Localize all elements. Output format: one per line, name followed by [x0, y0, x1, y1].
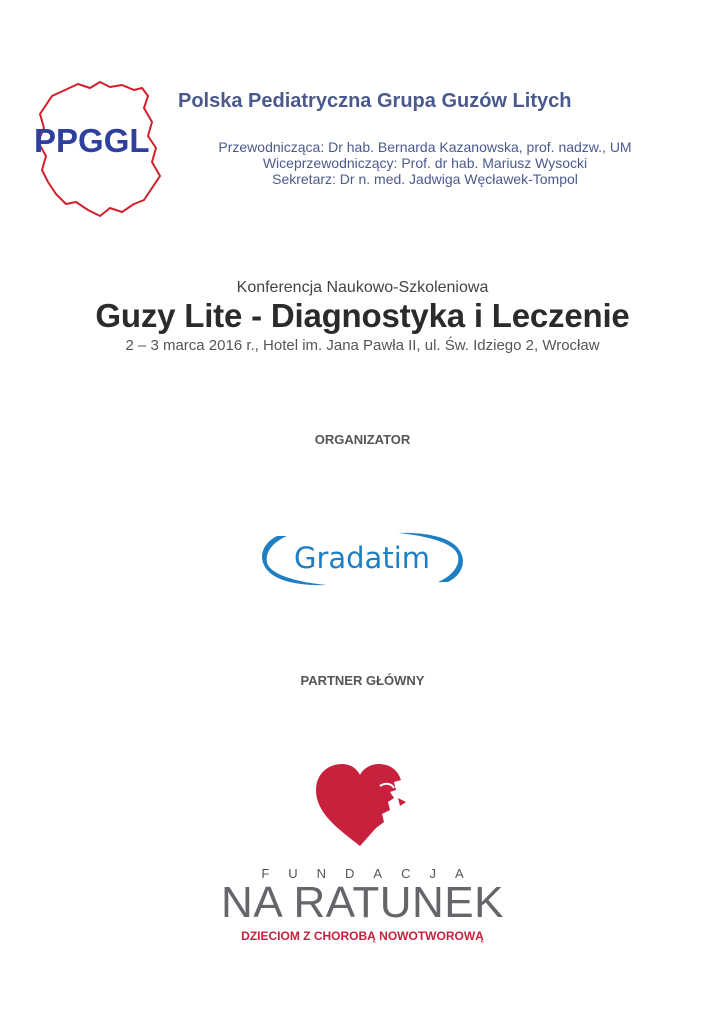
officer-chair: Przewodnicząca: Dr hab. Bernarda Kazanowska, prof. nadzw., UM [218, 139, 632, 155]
officer-secretary: Sekretarz: Dr n. med. Jadwiga Węcławek-Tompol [272, 171, 578, 187]
gradatim-logo [255, 530, 470, 588]
ppggl-logo-text: PPGGL [34, 122, 150, 159]
conference-title: Guzy Lite - Diagnostyka i Leczenie [95, 297, 630, 334]
heart-icon [316, 764, 401, 846]
ppggl-logo [30, 78, 165, 223]
conference-type: Konferencja Naukowo-Szkoleniowa [236, 279, 489, 296]
partner-label: PARTNER GŁÓWNY [300, 673, 425, 688]
officer-vice-chair: Wiceprzewodniczący: Prof. dr hab. Mariusz Wysocki [262, 155, 588, 171]
poland-map-outline [30, 78, 165, 223]
organizer-label: ORGANIZATOR [314, 432, 411, 447]
heart-face-logo [310, 762, 410, 850]
foundation-tagline: DZIECIOM Z CHOROBĄ NOWOTWOROWĄ [241, 929, 484, 943]
officers-list [175, 139, 675, 187]
gradatim-logo-text: Gradatim [293, 541, 431, 575]
face-nose-icon [398, 798, 406, 806]
conference-details: 2 – 3 marca 2016 r., Hotel im. Jana Pawła II, ul. Św. Idziego 2, Wrocław [125, 337, 600, 354]
foundation-word: FUNDACJA [261, 866, 483, 881]
foundation-name: NA RATUNEK [221, 878, 504, 927]
organization-name: Polska Pediatryczna Grupa Guzów Litych [178, 90, 572, 112]
